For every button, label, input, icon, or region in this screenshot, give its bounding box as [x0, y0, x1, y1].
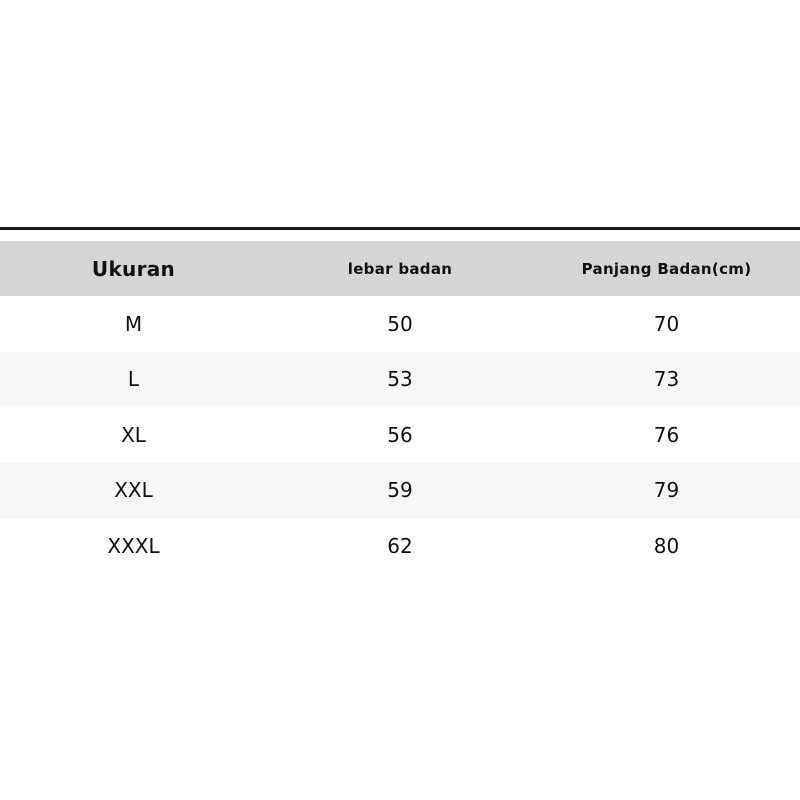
top-divider [0, 227, 800, 230]
width-cell: 50 [387, 311, 413, 336]
header-lebar-badan: lebar badan [347, 259, 453, 278]
length-cell: 80 [653, 533, 680, 558]
header-ukuran: Ukuran [91, 256, 176, 281]
size-cell: XL [121, 422, 146, 447]
size-chart-table [0, 241, 800, 574]
length-cell: 73 [653, 367, 680, 392]
size-cell: XXXL [107, 533, 160, 558]
size-cell: M [124, 311, 143, 336]
width-cell: 62 [387, 533, 413, 558]
header-panjang-badan: Panjang Badan(cm) [581, 259, 752, 278]
table-row [0, 518, 800, 574]
width-cell: 53 [387, 367, 413, 392]
table-header-row [0, 241, 800, 296]
length-cell: 70 [653, 311, 680, 336]
table-row [0, 407, 800, 463]
length-cell: 76 [653, 422, 680, 447]
size-cell: L [127, 367, 140, 392]
width-cell: 59 [387, 478, 413, 503]
size-cell: XXL [114, 478, 153, 503]
table-row [0, 296, 800, 352]
table-row [0, 463, 800, 519]
table-row [0, 352, 800, 408]
width-cell: 56 [387, 422, 413, 447]
length-cell: 79 [653, 478, 680, 503]
